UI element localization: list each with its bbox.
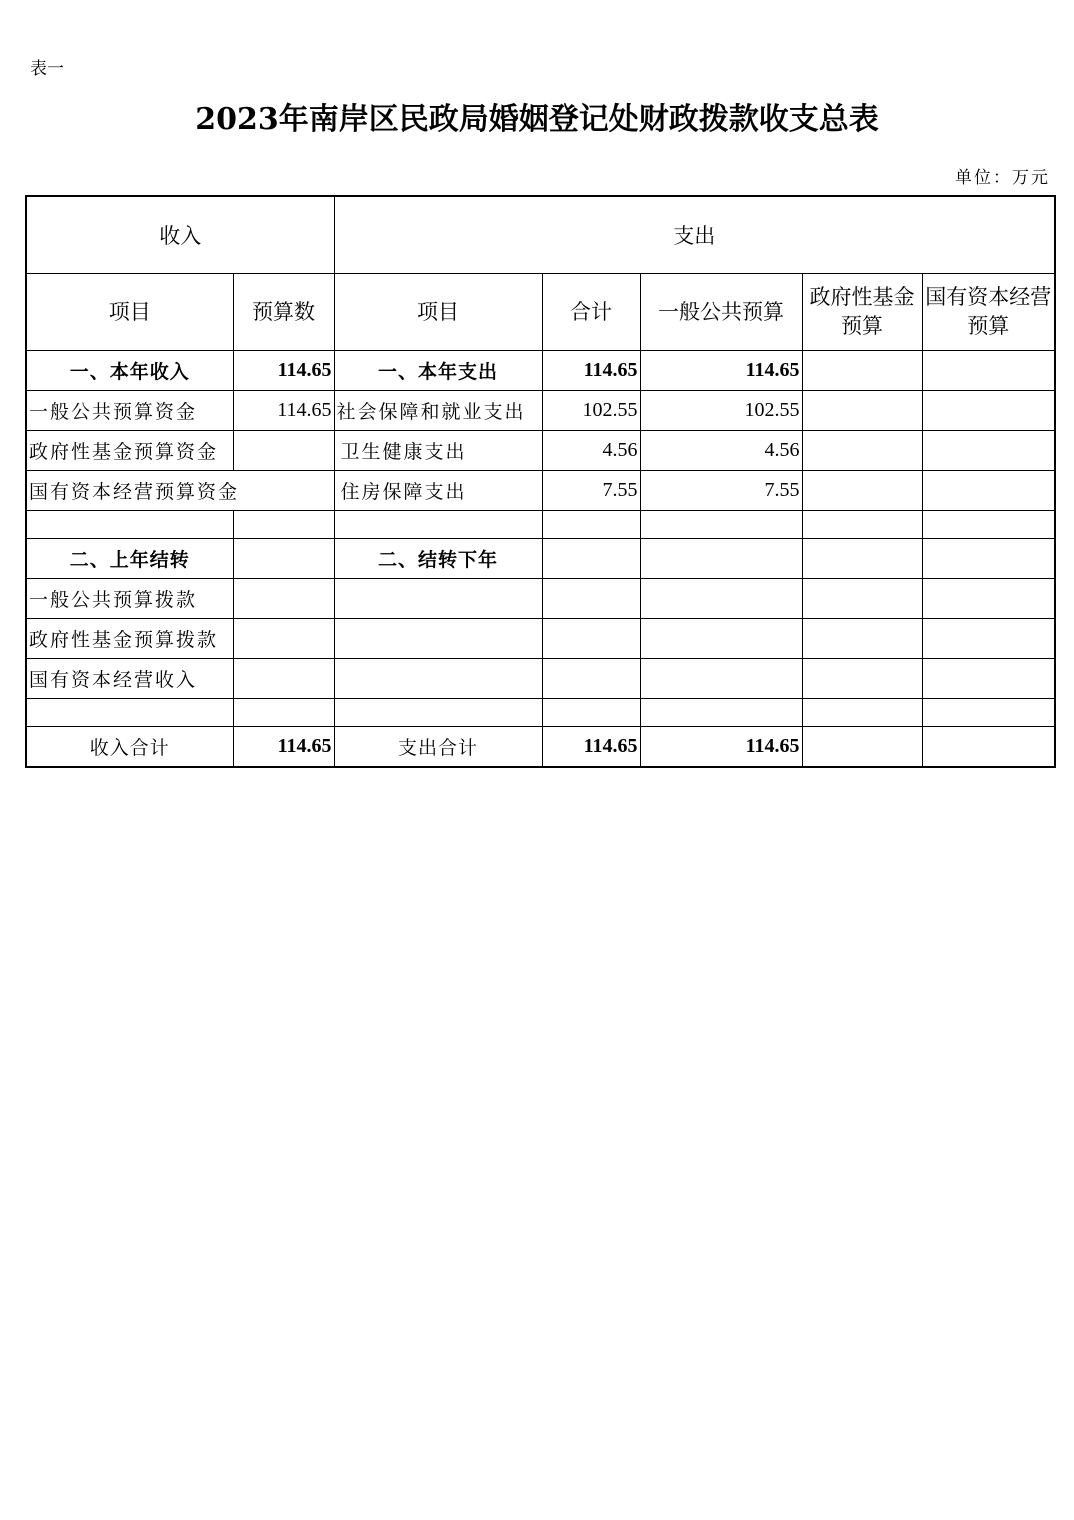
table-number: 表一 [30, 59, 64, 79]
fund-value [802, 351, 922, 391]
income-item: 一般公共预算资金 [26, 391, 233, 431]
total-header: 合计 [542, 274, 640, 351]
totals-row [26, 727, 1055, 767]
expense-header: 支出 [334, 196, 1055, 274]
expense-item: 卫生健康支出 [334, 431, 542, 471]
table-row [26, 391, 1055, 431]
table-row [26, 511, 1055, 539]
table-row [26, 431, 1055, 471]
expense-item: 二、结转下年 [334, 539, 542, 579]
state-capital-header: 国有资本经营预算 [922, 274, 1055, 351]
income-amount [233, 539, 334, 579]
income-item: 国有资本经营收入 [26, 659, 233, 699]
income-total-amount: 114.65 [233, 727, 334, 767]
table-row [26, 471, 1055, 511]
income-item-header: 项目 [26, 274, 233, 351]
fund-total-value [802, 727, 922, 767]
income-item: 政府性基金预算拨款 [26, 619, 233, 659]
expense-total-value: 114.65 [542, 727, 640, 767]
header-row-2 [26, 274, 1055, 351]
fund-budget-header: 政府性基金预算 [802, 274, 922, 351]
income-item: 一、本年收入 [26, 351, 233, 391]
unit-label: 单位：万元 [955, 168, 1050, 188]
general-total-value: 114.65 [640, 727, 802, 767]
total-value: 7.55 [542, 471, 640, 511]
table-row [26, 539, 1055, 579]
general-value: 7.55 [640, 471, 802, 511]
income-item: 一般公共预算拨款 [26, 579, 233, 619]
fund-value [802, 471, 922, 511]
page-title: 2023年南岸区民政局婚姻登记处财政拨款收支总表 [195, 102, 879, 137]
expense-item: 一、本年支出 [334, 351, 542, 391]
income-header: 收入 [26, 196, 334, 274]
state-value [922, 431, 1055, 471]
total-value: 102.55 [542, 391, 640, 431]
table-row [26, 699, 1055, 727]
state-value [922, 471, 1055, 511]
expense-item: 住房保障支出 [334, 471, 542, 511]
state-total-value [922, 727, 1055, 767]
income-amount: 114.65 [233, 391, 334, 431]
income-total-label: 收入合计 [26, 727, 233, 767]
general-value: 114.65 [640, 351, 802, 391]
state-value [922, 391, 1055, 431]
general-budget-header: 一般公共预算 [640, 274, 802, 351]
table-row [26, 659, 1055, 699]
table-row [26, 351, 1055, 391]
table-row [26, 619, 1055, 659]
expense-total-label: 支出合计 [334, 727, 542, 767]
header-row-1 [26, 196, 1055, 274]
fund-value [802, 391, 922, 431]
expense-item-header: 项目 [334, 274, 542, 351]
table-row [26, 579, 1055, 619]
budget-header: 预算数 [233, 274, 334, 351]
income-amount: 114.65 [233, 351, 334, 391]
general-value: 4.56 [640, 431, 802, 471]
income-item: 政府性基金预算资金 [26, 431, 233, 471]
income-item: 二、上年结转 [26, 539, 233, 579]
fiscal-summary-table [25, 195, 1056, 768]
total-value: 4.56 [542, 431, 640, 471]
income-item: 国有资本经营预算资金 [26, 471, 334, 511]
fund-value [802, 431, 922, 471]
state-value [922, 351, 1055, 391]
general-value: 102.55 [640, 391, 802, 431]
total-value: 114.65 [542, 351, 640, 391]
expense-item: 社会保障和就业支出 [334, 391, 542, 431]
income-amount [233, 431, 334, 471]
